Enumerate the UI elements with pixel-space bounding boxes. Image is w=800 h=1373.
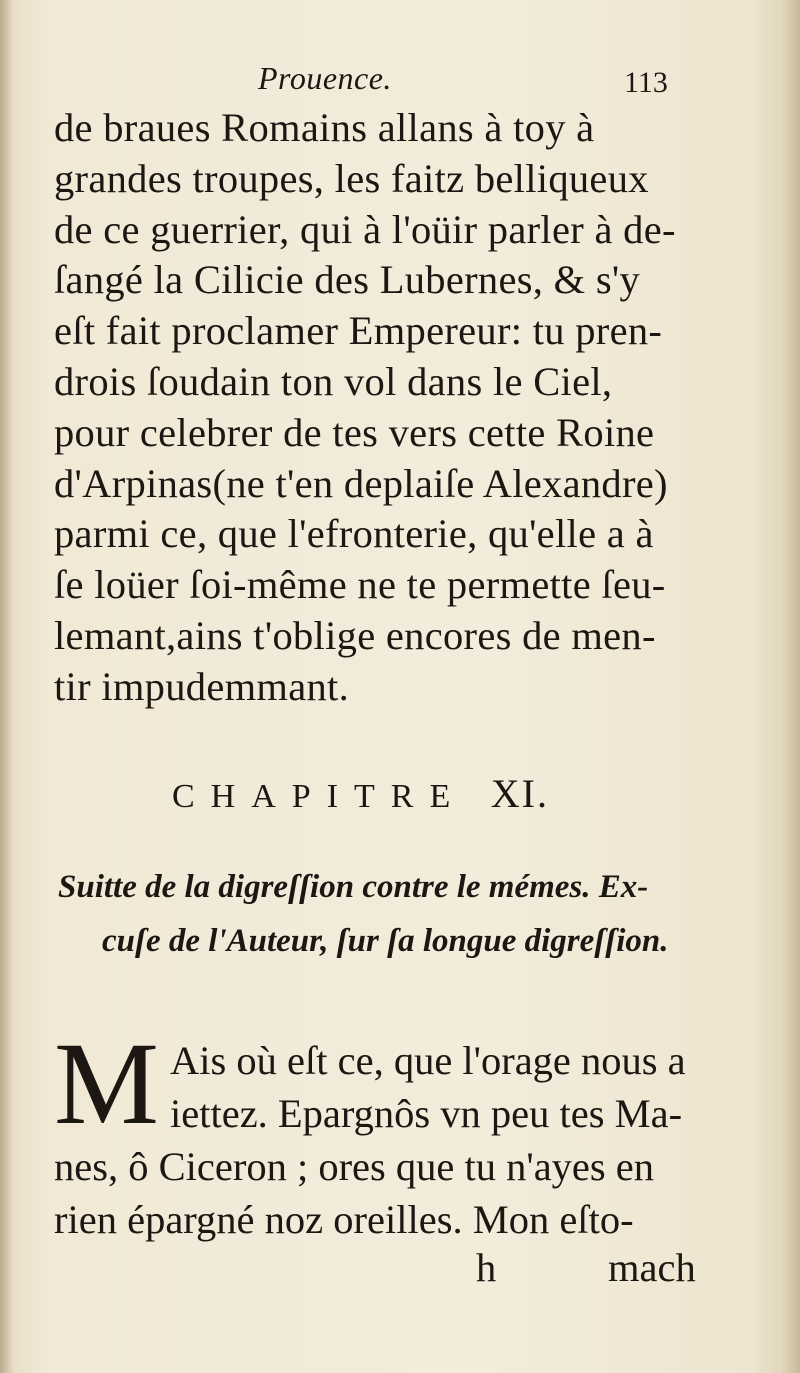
text-line: nes, ô Ciceron ; ores que tu n'ayes en (54, 1144, 655, 1189)
text-line: iettez. Epargnôs vn peu tes Ma- (170, 1091, 683, 1136)
summary-line: Suitte de la digreſſion contre le mémes. Ex- (58, 869, 649, 905)
text-line: drois ſoudain ton vol dans le Ciel, (54, 358, 613, 404)
text-line: de braues Romains allans à toy à (54, 105, 595, 150)
catchword: mach (608, 1245, 696, 1290)
text-line: d'Arpinas(ne t'en deplaiſe Alexandre) (54, 460, 668, 506)
page-number: 113 (624, 66, 668, 99)
page-header (0, 60, 800, 100)
text-line: parmi ce, que l'efronterie, qu'elle a à (54, 511, 654, 557)
chapter-number: XI. (490, 771, 549, 816)
chapter-label: CHAPITRE (172, 778, 467, 815)
text-line: lemant,ains t'oblige encores de men- (54, 612, 656, 658)
body-text (54, 103, 714, 713)
summary-line: cuſe de l'Auteur, ſur ſa longue digreſſion. (102, 923, 669, 959)
drop-cap: M (54, 1018, 159, 1149)
signature-mark: h (476, 1245, 497, 1290)
text-line: ſangé la Cilicie des Lubernes, & s'y (54, 257, 641, 303)
text-line: pour celebrer de tes vers cette Roine (54, 409, 655, 455)
text-line: rien épargné noz oreilles. Mon eſto- (54, 1197, 634, 1242)
chapter-heading (172, 770, 549, 817)
chapter-summary (58, 860, 718, 968)
text-line: Ais où eſt ce, que l'orage nous a (170, 1038, 686, 1083)
text-line: ſe loüer ſoi-même ne te permette ſeu- (54, 562, 666, 608)
running-title: Prouence. (258, 60, 392, 96)
text-line: eſt fait proclamer Empereur: tu pren- (54, 308, 663, 354)
text-line: grandes troupes, les faitz belliqueux (54, 155, 649, 201)
chapter-paragraph (54, 1018, 714, 1246)
text-line: de ce guerrier, qui à l'oüir parler à de- (54, 206, 676, 252)
text-line: tir impudemmant. (54, 663, 350, 709)
